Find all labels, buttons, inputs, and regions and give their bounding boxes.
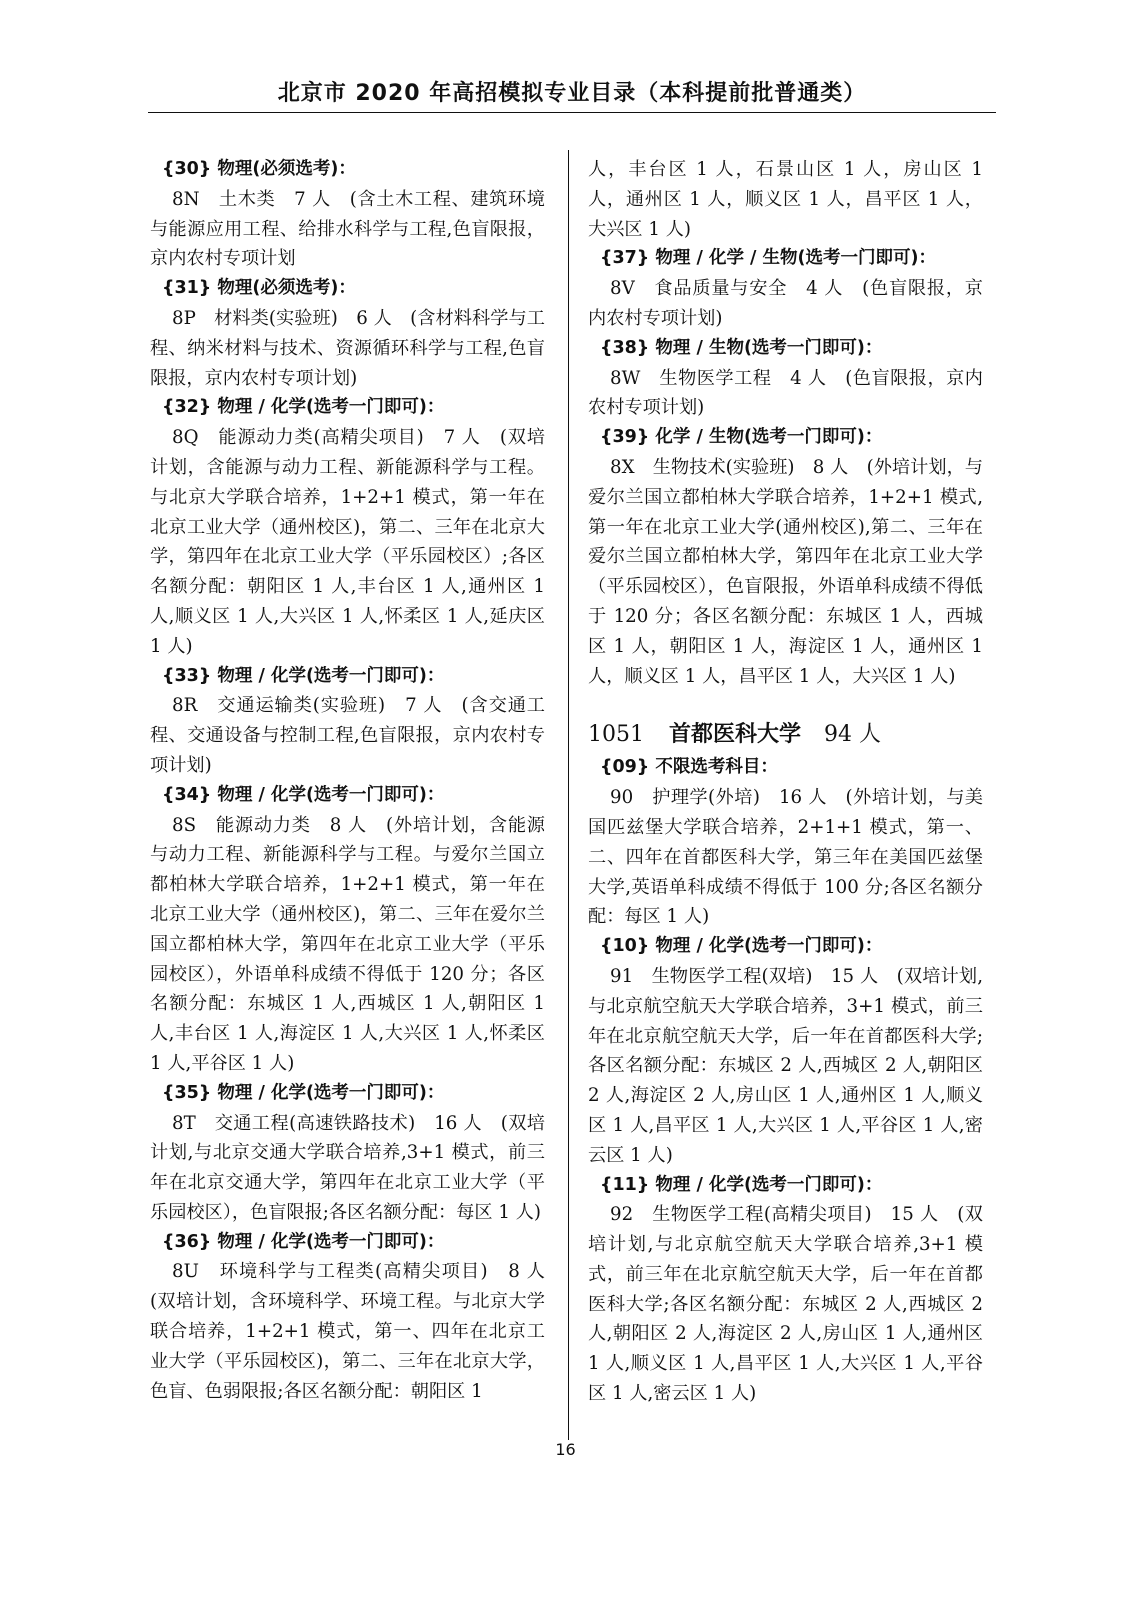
major-entry-90: 90 护理学(外培) 16 人 (外培计划，与美国匹兹堡大学联合培养，2+1+1 模式，第一、二、四年在首都医科大学，第三年在美国匹兹堡大学,英语单科成绩不得低于 100 分;各区名额分配：每区 1 人) xyxy=(588,787,983,928)
section-label-37: {37} 物理 / 化学 / 生物(选考一门即可)： xyxy=(600,248,937,269)
major-entry-8X: 8X 生物技术(实验班) 8 人 (外培计划，与爱尔兰国立都柏林大学联合培养，1+2+1 模式,第一年在北京工业大学(通州校区),第二、三年在爱尔兰国立都柏林大学，第四年在北京工业大学（平乐园校区），色盲限报，外语单科成绩不得低于 120 分；各区名额分配：东城区 1 人，西城区 1 人，朝阳区 1 人，海淀区 1 人，通州区 1 人，顺义区 1 人，昌平区 1 人，大兴区 1 人) xyxy=(588,456,983,687)
section-label-39: {39} 化学 / 生物(选考一门即可)： xyxy=(600,427,883,448)
section-label-09: {09} 不限选考科目： xyxy=(600,757,778,778)
major-entry-8T: 8T 交通工程(高速铁路技术) 16 人 (双培计划,与北京交通大学联合培养,3+1 模式，前三年在北京交通大学，第四年在北京工业大学（平乐园校区），色盲限报;各区名额分配：每区 1 人) xyxy=(150,1112,545,1223)
university-code: 1051 xyxy=(588,722,644,748)
major-entry-8S: 8S 能源动力类 8 人 (外培计划，含能源与动力工程、新能源科学与工程。与爱尔兰国立都柏林大学联合培养，1+2+1 模式，第一年在北京工业大学（通州校区)，第二、三年在爱尔兰国立都柏林大学，第四年在北京工业大学（平乐园校区），外语单科成绩不得低于 120 分；各区名额分配：东城区 1 人,西城区 1 人,朝阳区 1 人,丰台区 1 人,海淀区 1 人,大兴区 1 人,怀柔区 1 人,平谷区 1 人) xyxy=(150,814,545,1074)
page-header-title: 北京市 2020 年高招模拟专业目录（本科提前批普通类） xyxy=(277,81,867,106)
major-entry-8P: 8P 材料类(实验班) 6 人 (含材料科学与工程、纳米材料与技术、资源循环科学与工程,色盲限报，京内农村专项计划) xyxy=(150,307,545,389)
major-entry-8R: 8R 交通运输类(实验班) 7 人 (含交通工程、交通设备与控制工程,色盲限报，京内农村专项计划) xyxy=(150,695,545,776)
section-label-36: {36} 物理 / 化学(选考一门即可)： xyxy=(162,1231,445,1252)
right-column xyxy=(588,155,983,1409)
section-label-11: {11} 物理 / 化学(选考一门即可)： xyxy=(600,1174,883,1195)
major-entry-8W: 8W 生物医学工程 4 人 (色盲限报，京内农村专项计划) xyxy=(588,367,983,419)
university-name: 首都医科大学 xyxy=(669,722,802,748)
left-column xyxy=(150,155,564,1406)
section-label-35: {35} 物理 / 化学(选考一门即可)： xyxy=(162,1082,445,1103)
section-label-31: {31} 物理(必须选考)： xyxy=(162,278,356,299)
university-quota: 94 人 xyxy=(824,722,882,748)
column-divider xyxy=(568,150,569,1440)
section-label-10: {10} 物理 / 化学(选考一门即可)： xyxy=(600,936,883,957)
major-entry-92: 92 生物医学工程(高精尖项目) 15 人 (双培计划,与北京航空航天大学联合培养,3+1 模式，前三年在北京航空航天大学，后一年在首都医科大学;各区名额分配：东城区 2 人,西城区 2 人,朝阳区 2 人,海淀区 2 人,房山区 1 人,通州区 1 人,顺义区 1 人,昌平区 1 人,大兴区 1 人,平谷区 1 人,密云区 1 人) xyxy=(588,1204,983,1405)
section-label-32: {32} 物理 / 化学(选考一门即可)： xyxy=(162,397,445,418)
section-label-33: {33} 物理 / 化学(选考一门即可)： xyxy=(162,665,445,686)
major-entry-8Q: 8Q 能源动力类(高精尖项目) 7 人 (双培计划，含能源与动力工程、新能源科学与工程。与北京大学联合培养，1+2+1 模式，第一年在北京工业大学（通州校区)，第二、三年在北京大学，第四年在北京工业大学（平乐园校区）;各区名额分配：朝阳区 1 人,丰台区 1 人,通州区 1 人,顺义区 1 人,大兴区 1 人,怀柔区 1 人,延庆区 1 人) xyxy=(150,427,545,657)
section-label-38: {38} 物理 / 生物(选考一门即可)： xyxy=(600,337,883,358)
major-entry-8V: 8V 食品质量与安全 4 人 (色盲限报，京内农村专项计划) xyxy=(588,278,983,329)
major-entry-91: 91 生物医学工程(双培) 15 人 (双培计划,与北京航空航天大学联合培养，3+1 模式，前三年在北京航空航天大学，后一年在首都医科大学;各区名额分配：东城区 2 人,西城区 2 人,朝阳区 2 人,海淀区 2 人,房山区 1 人,通州区 1 人,顺义区 1 人,昌平区 1 人,大兴区 1 人,平谷区 1 人,密云区 1 人) xyxy=(588,965,983,1166)
section-label-30: {30} 物理(必须选考)： xyxy=(162,159,356,179)
section-label-34: {34} 物理 / 化学(选考一门即可)： xyxy=(162,784,445,805)
major-entry-8N: 8N 土木类 7 人 (含土木工程、建筑环境与能源应用工程、给排水科学与工程,色盲限报，京内农村专项计划 xyxy=(150,188,545,270)
page-number: 16 xyxy=(555,1440,576,1459)
university-heading xyxy=(588,719,983,751)
header-rule xyxy=(148,112,996,113)
major-entry-8U: 8U 环境科学与工程类(高精尖项目) 8 人 (双培计划，含环境科学、环境工程。与北京大学联合培养，1+2+1 模式，第一、四年在北京工业大学（平乐园校区)，第二、三年在北京大学，色盲、色弱限报;各区名额分配：朝阳区 1 xyxy=(150,1261,564,1402)
major-entry-8U-continued: 人，丰台区 1 人，石景山区 1 人，房山区 1 人，通州区 1 人，顺义区 1 人，昌平区 1 人，大兴区 1 人) xyxy=(588,159,983,240)
